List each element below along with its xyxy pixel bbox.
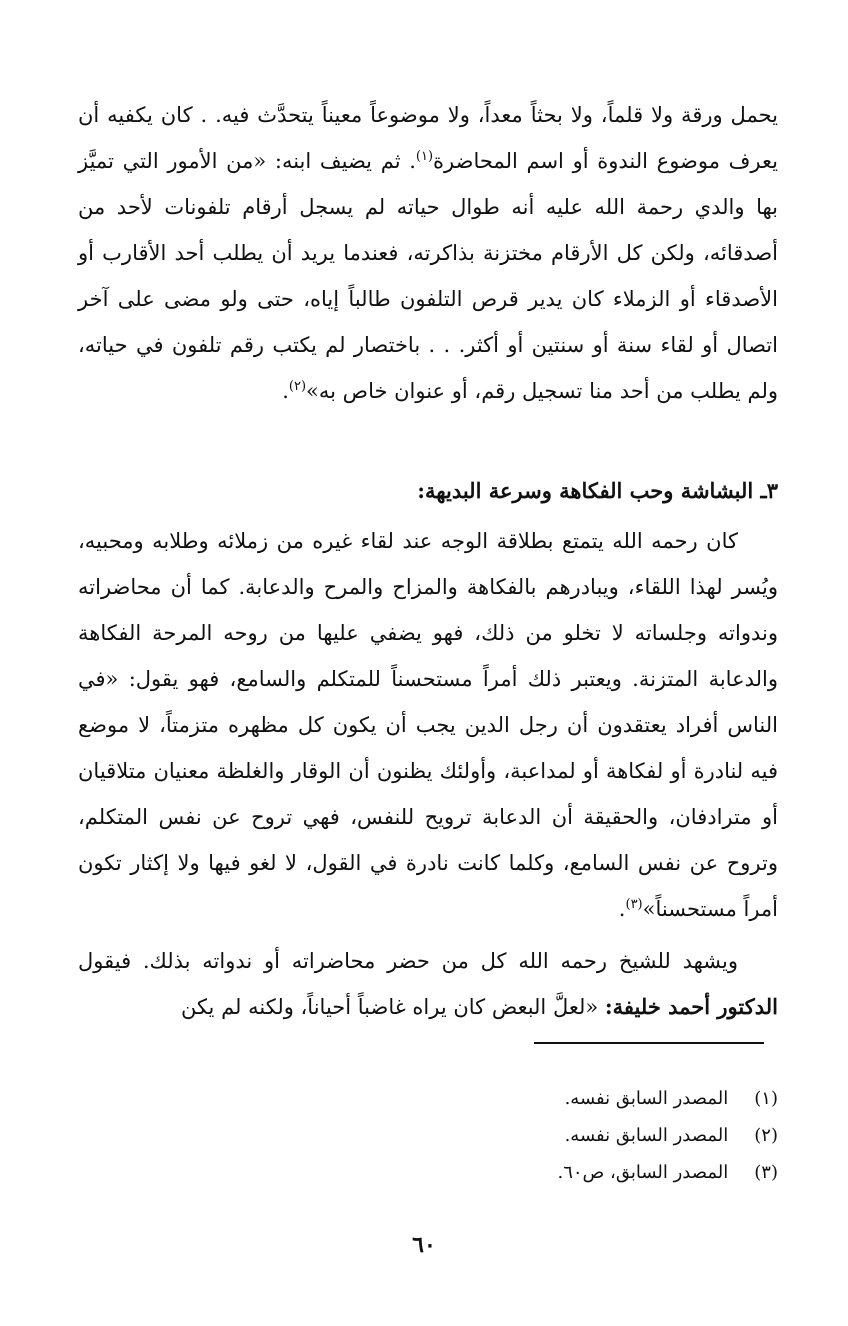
- footnote-ref-1: (١): [415, 149, 434, 164]
- paragraph-2-text-a: كان رحمه الله يتمتع بطلاقة الوجه عند لقاء غيره من زملائه وطلابه ومحبيه، ويُسر لهذا اللقاء، ويبادرهم بالفكاهة والمزاح والمرح والدعابة. كما أن محاضراته وندواته وجلساته لا تخلو من ذلك، فهو يضفي عليها من روحه المرحة الفكاهة والدعابة المتزنة. ويعتبر ذلك أمراً مستحسناً للمتكلم والسامع، فهو يقول: «في الناس أفراد يعتقدون أن رجل الدين يجب أن يكون كل مظهره متزمتاً، لا موضع فيه لنادرة أو لفكاهة أو لمداعبة، وأولئك يظنون أن الوقار والغلظة معنيان متلاقيان أو مترادفان، والحقيقة أن الدعابة ترويح للنفس، فهي تروح عن نفس المتكلم، وتروح عن نفس السامع، وكلما كانت نادرة في القول، لا لغو فيها ولا إكثار تكون أمراً مستحسناً»: [78, 529, 778, 921]
- paragraph-2-text-b: .: [618, 897, 626, 921]
- paragraph-3-text-b: «لعلَّ البعض كان يراه غاضباً أحياناً، ولكنه لم يكن: [180, 995, 605, 1019]
- paragraph-3-bold-name: الدكتور أحمد خليفة:: [604, 994, 778, 1019]
- paragraph-1-text-b: . ثم يضيف ابنه: «من الأمور التي تميَّز بها والدي رحمة الله عليه أنه طوال حياته لم يسجل أرقام تلفونات لأحد من أصدقائه، ولكن كل الأرقام مختزنة بذاكرته، فعندما يريد أن يطلب أحد الأقارب أو الأصدقاء أو الزملاء كان يدير قرص التلفون طالباً إياه، حتى ولو مضى على آخر اتصال أو لقاء سنة أو سنتين أو أكثر. . . باختصار لم يكتب رقم تلفون في حياته، ولم يطلب من أحد منا تسجيل رقم، أو عنوان خاص به»: [78, 149, 778, 403]
- footnote-3-number: (٣): [754, 1162, 778, 1183]
- footnote-divider: [534, 1042, 764, 1044]
- paragraph-2: [78, 518, 778, 932]
- footnote-ref-2: (٢): [288, 379, 307, 394]
- footnote-3: [378, 1154, 778, 1191]
- footnote-2-number: (٢): [754, 1125, 778, 1146]
- footnote-1: [378, 1080, 778, 1117]
- paragraph-1: [78, 92, 778, 414]
- paragraph-3: [78, 938, 778, 1030]
- footnote-3-text: المصدر السابق، ص٦٠.: [557, 1162, 729, 1183]
- footnote-2: [378, 1117, 778, 1154]
- paragraph-3-text-a: ويشهد للشيخ رحمه الله كل من حضر محاضراته أو ندواته بذلك. فيقول: [78, 949, 738, 973]
- footnote-1-number: (١): [754, 1088, 778, 1109]
- footnote-2-text: المصدر السابق نفسه.: [564, 1125, 729, 1146]
- page-number: ٦٠: [412, 1232, 436, 1258]
- footnote-1-text: المصدر السابق نفسه.: [564, 1088, 729, 1109]
- footnote-ref-3: (٣): [625, 897, 643, 912]
- section-heading: ٣ـ البشاشة وحب الفكاهة وسرعة البديهة:: [417, 478, 778, 503]
- paragraph-1-text-a: يحمل ورقة ولا قلماً، ولا بحثاً معداً، ولا موضوعاً معيناً يتحدَّث فيه. . كان يكفيه أن يعرف موضوع الندوة أو اسم المحاضرة: [78, 103, 778, 173]
- footnotes: [378, 1080, 778, 1191]
- paragraph-1-text-c: .: [282, 379, 289, 403]
